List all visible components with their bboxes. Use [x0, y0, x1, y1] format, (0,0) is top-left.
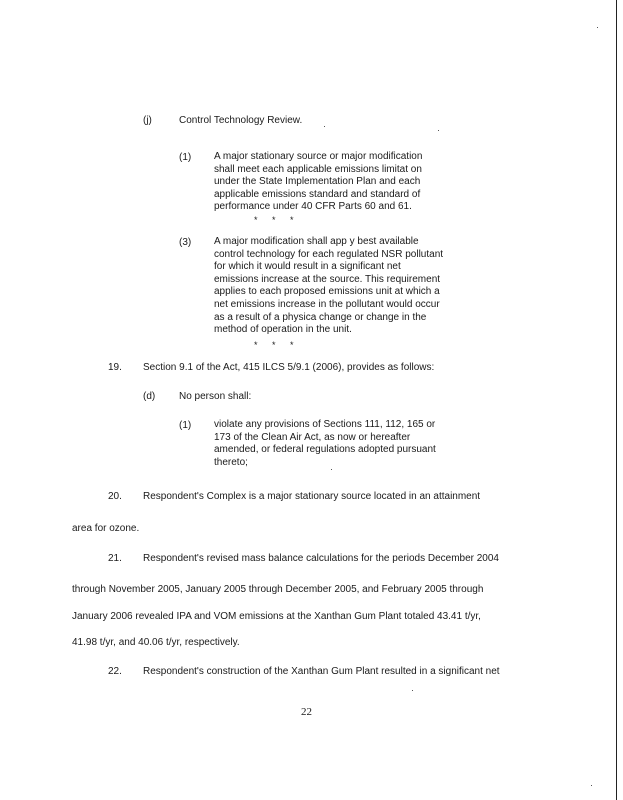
sub-d1-line: thereto; — [214, 456, 248, 468]
item-1-line: performance under 40 CFR Parts 60 and 61. — [214, 201, 412, 213]
item-1-line: A major stationary source or major modification — [214, 151, 423, 162]
para-20-line: Respondent's Complex is a major stationary source located in an attainment — [143, 491, 481, 502]
sub-d-label: (d) — [143, 391, 156, 402]
scan-speck — [438, 130, 439, 131]
item-1-line: under the State Implementation Plan and each — [214, 176, 421, 188]
item-3-text — [214, 236, 443, 337]
item-3-line: for which it would result in a significant net — [214, 261, 401, 273]
page-number: 22 — [301, 706, 312, 718]
para-19-number: 19. — [108, 362, 122, 373]
item-3-line: A major modification shall app y best available — [214, 236, 419, 247]
item-1-text — [214, 151, 422, 214]
para-22-number: 22. — [108, 666, 122, 677]
scan-speck — [324, 126, 325, 127]
para-19-text: Section 9.1 of the Act, 415 ILCS 5/9.1 (2006), provides as follows: — [143, 362, 435, 373]
ellipsis-stars: * * * — [254, 340, 300, 350]
para-20-number: 20. — [108, 491, 122, 502]
para-21-number: 21. — [108, 553, 122, 564]
item-3-line: net emissions increase in the pollutant would occur — [214, 298, 440, 310]
item-3-line: method of operation in the unit. — [214, 324, 352, 336]
sub-d1-line: 173 of the Clean Air Act, as now or hereafter — [214, 431, 411, 443]
section-j-label: (j) — [143, 115, 152, 126]
scan-speck — [591, 785, 592, 786]
sub-d1-line: amended, or federal regulations adopted pursuant — [214, 444, 436, 456]
page-edge-line — [616, 0, 617, 800]
para-21-line: Respondent's revised mass balance calculations for the periods December 2004 — [143, 553, 499, 564]
sub-d1-line: violate any provisions of Sections 111, 112, 165 or — [214, 419, 436, 430]
item-3-line: control technology for each regulated NSR pollutant — [214, 248, 444, 260]
item-3-line: applies to each proposed emissions unit at which a — [214, 286, 440, 298]
item-1-line: shall meet each applicable emissions limitat on — [214, 163, 422, 175]
para-20-line: area for ozone. — [72, 523, 140, 534]
item-3-line: emissions increase at the source. This requirement — [214, 273, 441, 285]
sub-d-text: No person shall: — [179, 391, 252, 402]
para-21-line: through November 2005, January 2005 through December 2005, and February 2005 through — [72, 584, 484, 595]
para-22-line: Respondent's construction of the Xanthan Gum Plant resulted in a significant net — [143, 666, 500, 677]
scan-speck — [597, 27, 598, 28]
scan-speck — [331, 469, 332, 470]
ellipsis-stars: * * * — [254, 215, 300, 225]
item-3-number: (3) — [179, 237, 192, 248]
para-21-line: 41.98 t/yr, and 40.06 t/yr, respectively. — [72, 637, 240, 648]
item-3-line: as a result of a physica change or change in the — [214, 311, 427, 323]
scan-speck — [412, 690, 413, 691]
item-1-number: (1) — [179, 152, 192, 163]
item-1-line: applicable emissions standard and standard of — [214, 188, 421, 200]
sub-d1-number: (1) — [179, 420, 192, 431]
section-j-title: Control Technology Review. — [179, 115, 303, 126]
para-21-line: January 2006 revealed IPA and VOM emissions at the Xanthan Gum Plant totaled 43.41 t/yr, — [72, 611, 481, 622]
sub-d1-text — [214, 419, 436, 469]
